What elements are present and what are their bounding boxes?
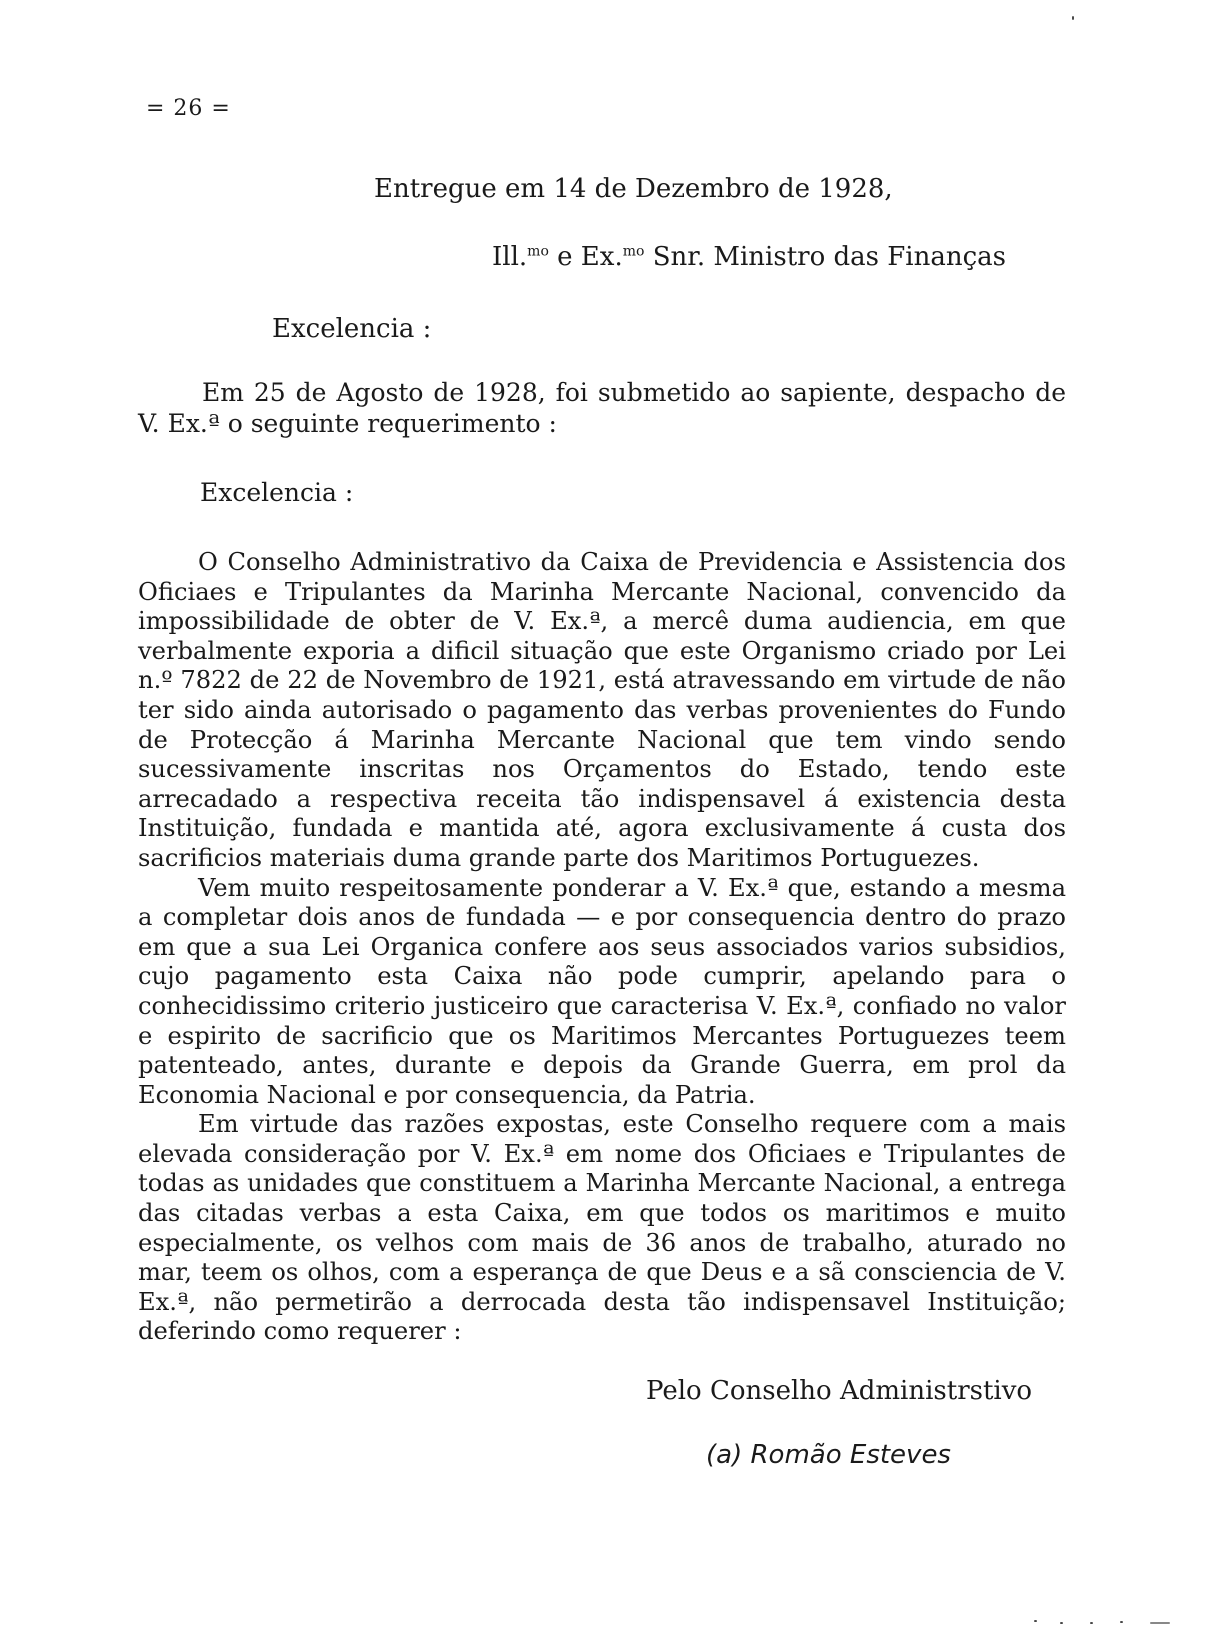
paragraph: Vem muito respeitosamente ponderar a V. Ex.ª que, estando a mesma a completar dois anos de fundada — e por consequencia dentro do prazo em que a sua Lei Organica confere aos seus associados varios subsidios, cujo pagamento esta Caixa não pode cumprir, apelando para o conhecidissimo criterio justiceiro que caracterisa V. Ex.ª, confiado no valor e espirito de sacrificio que os Maritimos Mercantes Portuguezes teem patenteado, antes, durante e depois da Grande Guerra, em prol da Economia Nacional e por consequencia, da Patria. (138, 873, 1066, 1109)
scan-speck (1060, 1622, 1063, 1624)
petition-body (138, 548, 1066, 1347)
scan-speck (1034, 1620, 1037, 1622)
delivery-date-line: Entregue em 14 de Dezembro de 1928, (374, 174, 893, 204)
scan-speck (1072, 16, 1074, 20)
paragraph: O Conselho Administrativo da Caixa de Previdencia e Assistencia dos Oficiaes e Tripulantes da Marinha Mercante Nacional, convencido da impossibilidade de obter de V. Ex.ª, a mercê duma audiencia, em que verbalmente exporia a dificil situação que este Organismo criado por Lei n.º 7822 de 22 de Novembro de 1921, está atravessando em virtude de não ter sido ainda autorisado o pagamento das verbas provenientes do Fundo de Protecção á Marinha Mercante Nacional que tem vindo sendo sucessivamente inscritas nos Orçamentos do Estado, tendo este arrecadado a respectiva receita tão indispensavel á existencia desta Instituição, fundada e mantida até, agora exclusivamente á custa dos sacrificios materiais duma grande parte dos Maritimos Portuguezes. (138, 548, 1066, 872)
addressee-prefix: Ill. (492, 242, 528, 272)
scan-speck (1120, 1621, 1123, 1623)
addressee-line (492, 242, 1006, 272)
scan-speck (1090, 1622, 1093, 1624)
signed-by-line: Pelo Conselho Administrstivo (646, 1376, 1033, 1406)
scan-speck (1150, 1622, 1170, 1624)
signature: (a) Romão Esteves (706, 1440, 951, 1470)
paragraph: Em virtude das razões expostas, este Conselho requere com a mais elevada consideração por V. Ex.ª em nome dos Oficiaes e Tripulantes de todas as unidades que constituem a Marinha Mercante Nacional, a entrega das citadas verbas a esta Caixa, em que todos os maritimos e muito especialmente, os velhos com mais de 36 anos de trabalho, aturado no mar, teem os olhos, com a esperança de que Deus e a sã consciencia de V. Ex.ª, não permetirão a derrocada desta tão indispensavel Instituição; deferindo como requerer : (138, 1110, 1066, 1346)
salutation: Excelencia : (272, 314, 432, 344)
page-number: = 26 = (146, 96, 231, 121)
intro-paragraph: Em 25 de Agosto de 1928, foi submetido ao sapiente, despacho de V. Ex.ª o seguinte requerimento : (138, 378, 1066, 438)
addressee-conj-sup: mo (622, 243, 645, 260)
addressee-conj: e Ex. (548, 242, 623, 272)
addressee-prefix-sup: mo (527, 243, 549, 260)
addressee-suffix: Snr. Ministro das Finanças (644, 242, 1006, 272)
petition-salutation: Excelencia : (200, 478, 354, 507)
